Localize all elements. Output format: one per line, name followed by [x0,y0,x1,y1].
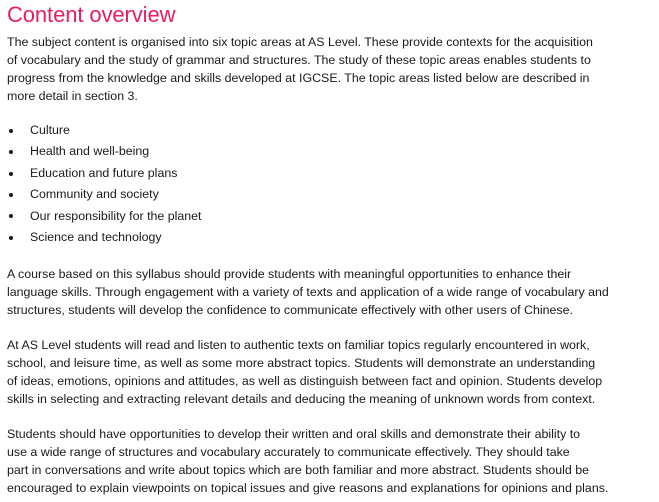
intro-paragraph [7,33,647,105]
as-level-line: At AS Level students will read and listen to authentic texts on familiar topics regularly encountered in work, [7,338,590,353]
skills-line: Students should have opportunities to develop their written and oral skills and demonstrate their ability to [7,427,581,442]
topic-label: Science and technology [30,230,162,245]
bullet-icon [9,172,13,176]
bullet-icon [9,129,13,133]
course-line: A course based on this syllabus should provide students with meaningful opportunities to enhance their [7,267,572,282]
topic-item [7,141,659,162]
topic-item [7,227,659,248]
topic-label: Education and future plans [30,165,178,180]
intro-line: of vocabulary and the study of grammar and structures. The study of these topic areas enables students to [7,53,591,67]
page-title: Content overview [7,2,176,27]
skills-paragraph [7,425,647,497]
as-level-paragraph [7,336,647,408]
skills-line: encouraged to explain viewpoints on topical issues and give reasons and explanations for opinions and plans. [7,481,609,496]
topic-label: Health and well-being [30,144,150,159]
as-level-line: school, and leisure time, as well as some more abstract topics. Students will demonstrate an understanding [7,356,596,371]
intro-line: more detail in section 3. [7,89,138,103]
topic-label: Community and society [30,187,159,202]
bullet-icon [9,214,13,218]
topic-label: Culture [30,123,70,137]
topic-item [7,163,659,184]
topic-label: Our responsibility for the planet [30,208,202,223]
as-level-line: skills in selecting and extracting relevant details and deducing the meaning of unknown words from context. [7,392,596,407]
topic-item [7,206,659,227]
topic-item [7,120,659,141]
bullet-icon [9,193,13,197]
as-level-line: of ideas, emotions, opinions and attitudes, as well as distinguish between fact and opinion. Students develop [7,374,603,389]
intro-line: The subject content is organised into six topic areas at AS Level. These provide contexts for the acquisition [7,35,593,49]
topic-list [7,120,659,248]
intro-line: progress from the knowledge and skills developed at IGCSE. The topic areas listed below are described in [7,71,590,85]
bullet-icon [9,150,13,154]
course-paragraph [7,265,647,319]
skills-line: part in conversations and write about topics which are both familiar and more abstract. Students should be [7,463,589,478]
course-line: structures, students will develop the confidence to communicate effectively with other users of Chinese. [7,303,573,318]
course-line: language skills. Through engagement with a variety of texts and application of a wide range of vocabulary and [7,285,609,300]
topic-item [7,184,659,205]
skills-line: use a wide range of structures and vocabulary accurately to communicate effectively. They should take [7,445,570,460]
bullet-icon [9,236,13,240]
